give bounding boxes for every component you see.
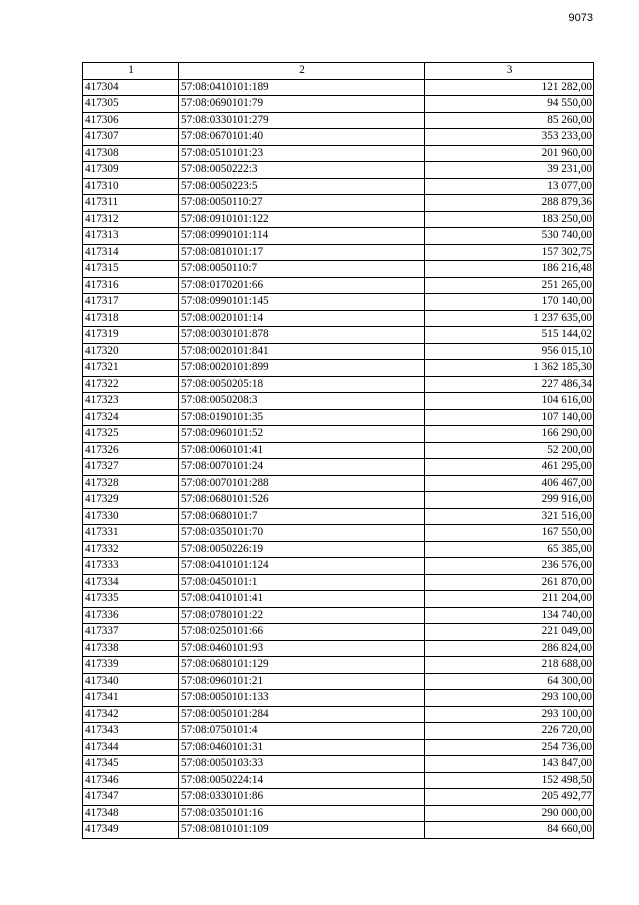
row-number-cell: 417309 bbox=[83, 162, 179, 179]
table-row bbox=[83, 79, 594, 96]
cadastral-number-cell: 57:08:0050101:284 bbox=[179, 706, 425, 723]
cadastral-number-cell: 57:08:0330101:86 bbox=[179, 789, 425, 806]
table-row bbox=[83, 294, 594, 311]
table-row bbox=[83, 805, 594, 822]
cadastral-number-cell: 57:08:0330101:279 bbox=[179, 112, 425, 129]
row-number-cell: 417330 bbox=[83, 508, 179, 525]
table-row bbox=[83, 756, 594, 773]
row-number-cell: 417307 bbox=[83, 129, 179, 146]
table-row bbox=[83, 376, 594, 393]
table-row bbox=[83, 360, 594, 377]
table-row bbox=[83, 475, 594, 492]
cadastral-number-cell: 57:08:0020101:899 bbox=[179, 360, 425, 377]
row-number-cell: 417335 bbox=[83, 591, 179, 608]
row-number-cell: 417304 bbox=[83, 79, 179, 96]
cadastral-value-cell: 94 550,00 bbox=[425, 96, 594, 113]
row-number-cell: 417333 bbox=[83, 558, 179, 575]
cadastral-number-cell: 57:08:0020101:841 bbox=[179, 343, 425, 360]
cadastral-number-cell: 57:08:0960101:52 bbox=[179, 426, 425, 443]
cadastral-number-cell: 57:08:0050101:133 bbox=[179, 690, 425, 707]
row-number-cell: 417331 bbox=[83, 525, 179, 542]
cadastral-value-cell: 84 660,00 bbox=[425, 822, 594, 839]
cadastral-number-cell: 57:08:0050224:14 bbox=[179, 772, 425, 789]
column-header-number: 1 bbox=[83, 63, 179, 80]
row-number-cell: 417326 bbox=[83, 442, 179, 459]
cadastral-number-cell: 57:08:0460101:93 bbox=[179, 640, 425, 657]
column-header-value: 3 bbox=[425, 63, 594, 80]
row-number-cell: 417321 bbox=[83, 360, 179, 377]
cadastral-value-cell: 121 282,00 bbox=[425, 79, 594, 96]
cadastral-number-cell: 57:08:0910101:122 bbox=[179, 211, 425, 228]
table-row bbox=[83, 459, 594, 476]
cadastral-number-cell: 57:08:0750101:4 bbox=[179, 723, 425, 740]
table-row bbox=[83, 574, 594, 591]
table-row bbox=[83, 673, 594, 690]
row-number-cell: 417329 bbox=[83, 492, 179, 509]
cadastral-number-cell: 57:08:0170201:66 bbox=[179, 277, 425, 294]
cadastral-value-cell: 166 290,00 bbox=[425, 426, 594, 443]
table-header-row bbox=[83, 63, 594, 80]
row-number-cell: 417308 bbox=[83, 145, 179, 162]
table-row bbox=[83, 129, 594, 146]
cadastral-number-cell: 57:08:0060101:41 bbox=[179, 442, 425, 459]
cadastral-value-cell: 186 216,48 bbox=[425, 261, 594, 278]
cadastral-number-cell: 57:08:0050110:27 bbox=[179, 195, 425, 212]
table-row bbox=[83, 228, 594, 245]
row-number-cell: 417319 bbox=[83, 327, 179, 344]
row-number-cell: 417325 bbox=[83, 426, 179, 443]
cadastral-value-cell: 152 498,50 bbox=[425, 772, 594, 789]
table-row bbox=[83, 640, 594, 657]
row-number-cell: 417327 bbox=[83, 459, 179, 476]
table-row bbox=[83, 393, 594, 410]
row-number-cell: 417306 bbox=[83, 112, 179, 129]
cadastral-value-cell: 530 740,00 bbox=[425, 228, 594, 245]
cadastral-value-cell: 353 233,00 bbox=[425, 129, 594, 146]
row-number-cell: 417344 bbox=[83, 739, 179, 756]
table-row bbox=[83, 558, 594, 575]
cadastral-value-cell: 299 916,00 bbox=[425, 492, 594, 509]
row-number-cell: 417323 bbox=[83, 393, 179, 410]
cadastral-value-cell: 1 362 185,30 bbox=[425, 360, 594, 377]
cadastral-value-cell: 251 265,00 bbox=[425, 277, 594, 294]
cadastral-number-cell: 57:08:0410101:41 bbox=[179, 591, 425, 608]
table-row bbox=[83, 162, 594, 179]
table-row bbox=[83, 492, 594, 509]
cadastral-value-cell: 254 736,00 bbox=[425, 739, 594, 756]
cadastral-number-cell: 57:08:0050222:3 bbox=[179, 162, 425, 179]
cadastral-value-cell: 321 516,00 bbox=[425, 508, 594, 525]
cadastral-number-cell: 57:08:0450101:1 bbox=[179, 574, 425, 591]
table-row bbox=[83, 343, 594, 360]
table-row bbox=[83, 624, 594, 641]
row-number-cell: 417324 bbox=[83, 409, 179, 426]
row-number-cell: 417346 bbox=[83, 772, 179, 789]
row-number-cell: 417317 bbox=[83, 294, 179, 311]
table-row bbox=[83, 723, 594, 740]
cadastral-number-cell: 57:08:0990101:145 bbox=[179, 294, 425, 311]
cadastral-number-cell: 57:08:0020101:14 bbox=[179, 310, 425, 327]
table-row bbox=[83, 409, 594, 426]
row-number-cell: 417312 bbox=[83, 211, 179, 228]
cadastral-value-cell: 226 720,00 bbox=[425, 723, 594, 740]
cadastral-value-cell: 1 237 635,00 bbox=[425, 310, 594, 327]
cadastral-value-cell: 286 824,00 bbox=[425, 640, 594, 657]
cadastral-value-cell: 293 100,00 bbox=[425, 690, 594, 707]
row-number-cell: 417305 bbox=[83, 96, 179, 113]
table-row bbox=[83, 607, 594, 624]
row-number-cell: 417322 bbox=[83, 376, 179, 393]
table-row bbox=[83, 772, 594, 789]
row-number-cell: 417342 bbox=[83, 706, 179, 723]
column-header-cadastral-number: 2 bbox=[179, 63, 425, 80]
cadastral-value-cell: 170 140,00 bbox=[425, 294, 594, 311]
cadastral-value-cell: 956 015,10 bbox=[425, 343, 594, 360]
row-number-cell: 417348 bbox=[83, 805, 179, 822]
cadastral-number-cell: 57:08:0460101:31 bbox=[179, 739, 425, 756]
table-row bbox=[83, 525, 594, 542]
row-number-cell: 417334 bbox=[83, 574, 179, 591]
cadastral-value-cell: 406 467,00 bbox=[425, 475, 594, 492]
table-row bbox=[83, 112, 594, 129]
cadastral-value-cell: 85 260,00 bbox=[425, 112, 594, 129]
cadastral-value-cell: 167 550,00 bbox=[425, 525, 594, 542]
table-row bbox=[83, 591, 594, 608]
table-row bbox=[83, 657, 594, 674]
row-number-cell: 417311 bbox=[83, 195, 179, 212]
cadastral-number-cell: 57:08:0050205:18 bbox=[179, 376, 425, 393]
cadastral-value-cell: 52 200,00 bbox=[425, 442, 594, 459]
cadastral-number-cell: 57:08:0190101:35 bbox=[179, 409, 425, 426]
table-row bbox=[83, 244, 594, 261]
table-row bbox=[83, 706, 594, 723]
cadastral-number-cell: 57:08:0350101:70 bbox=[179, 525, 425, 542]
table-row bbox=[83, 508, 594, 525]
row-number-cell: 417318 bbox=[83, 310, 179, 327]
cadastral-value-cell: 64 300,00 bbox=[425, 673, 594, 690]
row-number-cell: 417332 bbox=[83, 541, 179, 558]
cadastral-number-cell: 57:08:0510101:23 bbox=[179, 145, 425, 162]
cadastral-number-cell: 57:08:0070101:288 bbox=[179, 475, 425, 492]
cadastral-value-cell: 157 302,75 bbox=[425, 244, 594, 261]
cadastral-value-cell: 515 144,02 bbox=[425, 327, 594, 344]
cadastral-value-cell: 227 486,34 bbox=[425, 376, 594, 393]
cadastral-number-cell: 57:08:0410101:189 bbox=[179, 79, 425, 96]
table-row bbox=[83, 442, 594, 459]
row-number-cell: 417337 bbox=[83, 624, 179, 641]
table-row bbox=[83, 822, 594, 839]
cadastral-number-cell: 57:08:0350101:16 bbox=[179, 805, 425, 822]
cadastral-value-cell: 205 492,77 bbox=[425, 789, 594, 806]
cadastral-value-table bbox=[82, 62, 594, 839]
cadastral-number-cell: 57:08:0050103:33 bbox=[179, 756, 425, 773]
row-number-cell: 417315 bbox=[83, 261, 179, 278]
cadastral-number-cell: 57:08:0680101:526 bbox=[179, 492, 425, 509]
row-number-cell: 417310 bbox=[83, 178, 179, 195]
row-number-cell: 417345 bbox=[83, 756, 179, 773]
cadastral-number-cell: 57:08:0780101:22 bbox=[179, 607, 425, 624]
cadastral-number-cell: 57:08:0670101:40 bbox=[179, 129, 425, 146]
table-row bbox=[83, 277, 594, 294]
cadastral-number-cell: 57:08:0690101:79 bbox=[179, 96, 425, 113]
cadastral-value-cell: 39 231,00 bbox=[425, 162, 594, 179]
cadastral-number-cell: 57:08:0680101:129 bbox=[179, 657, 425, 674]
table-row bbox=[83, 195, 594, 212]
table-body bbox=[83, 79, 594, 838]
cadastral-value-cell: 13 077,00 bbox=[425, 178, 594, 195]
table-row bbox=[83, 426, 594, 443]
cadastral-value-cell: 236 576,00 bbox=[425, 558, 594, 575]
cadastral-value-cell: 293 100,00 bbox=[425, 706, 594, 723]
cadastral-value-cell: 290 000,00 bbox=[425, 805, 594, 822]
page-number: 9073 bbox=[568, 12, 593, 24]
cadastral-number-cell: 57:08:0050226:19 bbox=[179, 541, 425, 558]
row-number-cell: 417314 bbox=[83, 244, 179, 261]
row-number-cell: 417340 bbox=[83, 673, 179, 690]
table-row bbox=[83, 145, 594, 162]
table-row bbox=[83, 211, 594, 228]
row-number-cell: 417347 bbox=[83, 789, 179, 806]
cadastral-number-cell: 57:08:0810101:17 bbox=[179, 244, 425, 261]
cadastral-number-cell: 57:08:0810101:109 bbox=[179, 822, 425, 839]
cadastral-value-cell: 107 140,00 bbox=[425, 409, 594, 426]
cadastral-value-cell: 134 740,00 bbox=[425, 607, 594, 624]
cadastral-number-cell: 57:08:0070101:24 bbox=[179, 459, 425, 476]
cadastral-number-cell: 57:08:0050110:7 bbox=[179, 261, 425, 278]
cadastral-value-cell: 221 049,00 bbox=[425, 624, 594, 641]
row-number-cell: 417341 bbox=[83, 690, 179, 707]
table-row bbox=[83, 541, 594, 558]
cadastral-value-cell: 211 204,00 bbox=[425, 591, 594, 608]
cadastral-value-cell: 183 250,00 bbox=[425, 211, 594, 228]
cadastral-number-cell: 57:08:0680101:7 bbox=[179, 508, 425, 525]
table-row bbox=[83, 96, 594, 113]
row-number-cell: 417339 bbox=[83, 657, 179, 674]
cadastral-number-cell: 57:08:0960101:21 bbox=[179, 673, 425, 690]
row-number-cell: 417316 bbox=[83, 277, 179, 294]
cadastral-number-cell: 57:08:0050223:5 bbox=[179, 178, 425, 195]
cadastral-number-cell: 57:08:0250101:66 bbox=[179, 624, 425, 641]
cadastral-value-cell: 104 616,00 bbox=[425, 393, 594, 410]
row-number-cell: 417313 bbox=[83, 228, 179, 245]
table-row bbox=[83, 310, 594, 327]
row-number-cell: 417336 bbox=[83, 607, 179, 624]
cadastral-number-cell: 57:08:0990101:114 bbox=[179, 228, 425, 245]
row-number-cell: 417343 bbox=[83, 723, 179, 740]
row-number-cell: 417338 bbox=[83, 640, 179, 657]
table-row bbox=[83, 789, 594, 806]
cadastral-value-cell: 288 879,36 bbox=[425, 195, 594, 212]
cadastral-number-cell: 57:08:0030101:878 bbox=[179, 327, 425, 344]
cadastral-value-cell: 143 847,00 bbox=[425, 756, 594, 773]
table-row bbox=[83, 690, 594, 707]
table-row bbox=[83, 327, 594, 344]
cadastral-value-cell: 261 870,00 bbox=[425, 574, 594, 591]
row-number-cell: 417328 bbox=[83, 475, 179, 492]
table-row bbox=[83, 261, 594, 278]
row-number-cell: 417320 bbox=[83, 343, 179, 360]
row-number-cell: 417349 bbox=[83, 822, 179, 839]
cadastral-value-cell: 218 688,00 bbox=[425, 657, 594, 674]
cadastral-value-cell: 65 385,00 bbox=[425, 541, 594, 558]
cadastral-value-cell: 201 960,00 bbox=[425, 145, 594, 162]
cadastral-value-cell: 461 295,00 bbox=[425, 459, 594, 476]
table-row bbox=[83, 178, 594, 195]
cadastral-number-cell: 57:08:0410101:124 bbox=[179, 558, 425, 575]
table-row bbox=[83, 739, 594, 756]
cadastral-number-cell: 57:08:0050208:3 bbox=[179, 393, 425, 410]
